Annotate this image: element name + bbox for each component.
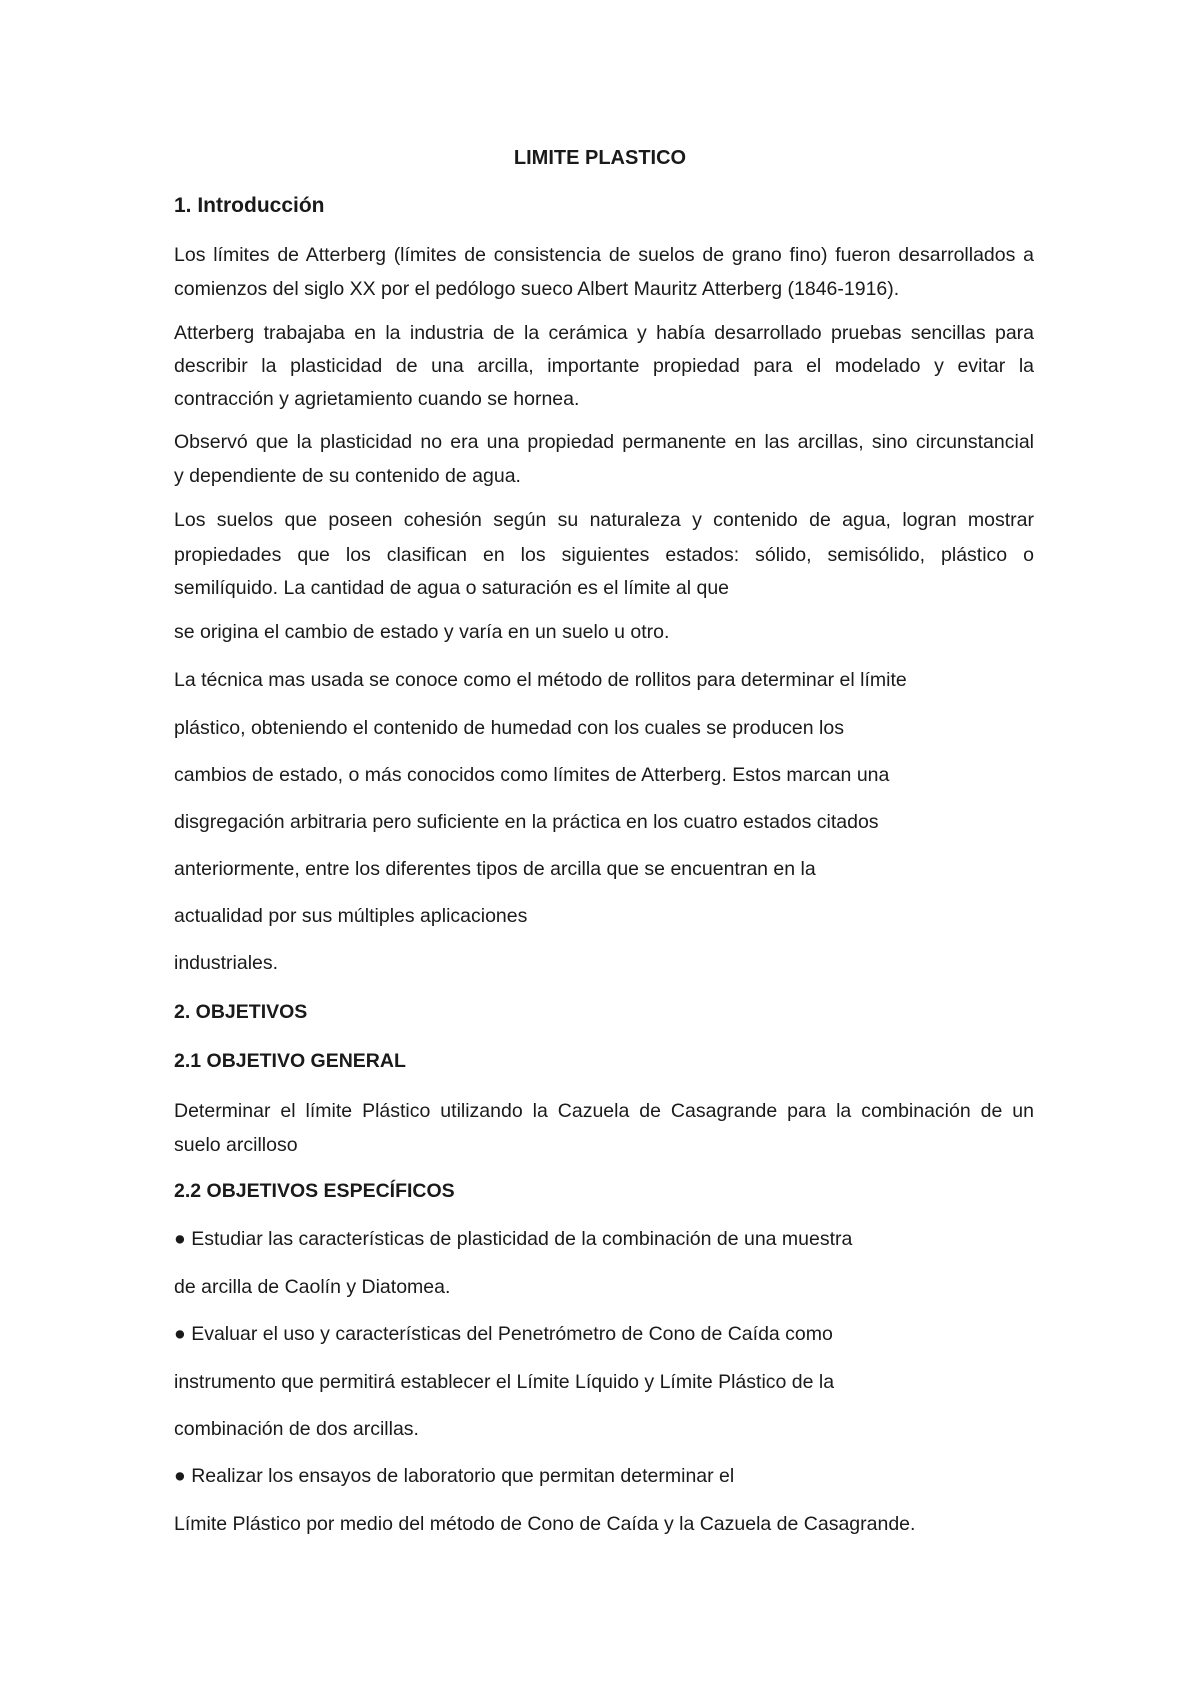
objetivo-especifico-line: Límite Plástico por medio del método de Cono de Caída y la Cazuela de Casagrande.	[174, 1513, 916, 1535]
section-heading-objetivos: 2. OBJETIVOS	[174, 1001, 308, 1023]
intro-line: propiedades que los clasifican en los siguientes estados: sólido, semisólido, plástico o	[174, 544, 1034, 566]
intro-line: La técnica mas usada se conoce como el método de rollitos para determinar el límite	[174, 669, 907, 691]
objetivo-especifico-line: ● Estudiar las características de plasticidad de la combinación de una muestra	[174, 1228, 853, 1250]
intro-line: industriales.	[174, 952, 279, 974]
intro-line: se origina el cambio de estado y varía en un suelo u otro.	[174, 621, 670, 643]
intro-line: actualidad por sus múltiples aplicaciones	[174, 905, 528, 927]
intro-line: describir la plasticidad de una arcilla, importante propiedad para el modelado y evitar la	[174, 355, 1034, 377]
intro-line: Los límites de Atterberg (límites de consistencia de suelos de grano fino) fueron desarrollados a	[174, 244, 1034, 266]
intro-line: Observó que la plasticidad no era una propiedad permanente en las arcillas, sino circunstancial	[174, 431, 1034, 453]
intro-line: disgregación arbitraria pero suficiente en la práctica en los cuatro estados citados	[174, 811, 879, 833]
intro-line: anteriormente, entre los diferentes tipos de arcilla que se encuentran en la	[174, 858, 816, 880]
intro-line: y dependiente de su contenido de agua.	[174, 465, 521, 487]
subheading-objetivos-especificos: 2.2 OBJETIVOS ESPECÍFICOS	[174, 1180, 455, 1202]
intro-line: Los suelos que poseen cohesión según su naturaleza y contenido de agua, logran mostrar	[174, 509, 1034, 531]
objetivo-general-line: Determinar el límite Plástico utilizando la Cazuela de Casagrande para la combinación de un	[174, 1100, 1034, 1122]
subheading-objetivo-general: 2.1 OBJETIVO GENERAL	[174, 1050, 406, 1072]
intro-line: Atterberg trabajaba en la industria de la cerámica y había desarrollado pruebas sencillas para	[174, 322, 1034, 344]
objetivo-general-line: suelo arcilloso	[174, 1134, 298, 1156]
intro-line: comienzos del siglo XX por el pedólogo sueco Albert Mauritz Atterberg (1846-1916).	[174, 278, 900, 300]
intro-line: contracción y agrietamiento cuando se hornea.	[174, 388, 580, 410]
intro-line: semilíquido. La cantidad de agua o saturación es el límite al que	[174, 577, 730, 599]
section-heading-introduccion: 1. Introducción	[174, 194, 325, 217]
intro-line: cambios de estado, o más conocidos como límites de Atterberg. Estos marcan una	[174, 764, 890, 786]
objetivo-especifico-line: instrumento que permitirá establecer el Límite Líquido y Límite Plástico de la	[174, 1371, 835, 1393]
objetivo-especifico-line: combinación de dos arcillas.	[174, 1418, 419, 1440]
document-title: LIMITE PLASTICO	[513, 147, 687, 169]
intro-line: plástico, obteniendo el contenido de humedad con los cuales se producen los	[174, 717, 844, 739]
objetivo-especifico-line: de arcilla de Caolín y Diatomea.	[174, 1276, 451, 1298]
objetivo-especifico-line: ● Evaluar el uso y características del Penetrómetro de Cono de Caída como	[174, 1323, 833, 1345]
objetivo-especifico-line: ● Realizar los ensayos de laboratorio que permitan determinar el	[174, 1465, 735, 1487]
